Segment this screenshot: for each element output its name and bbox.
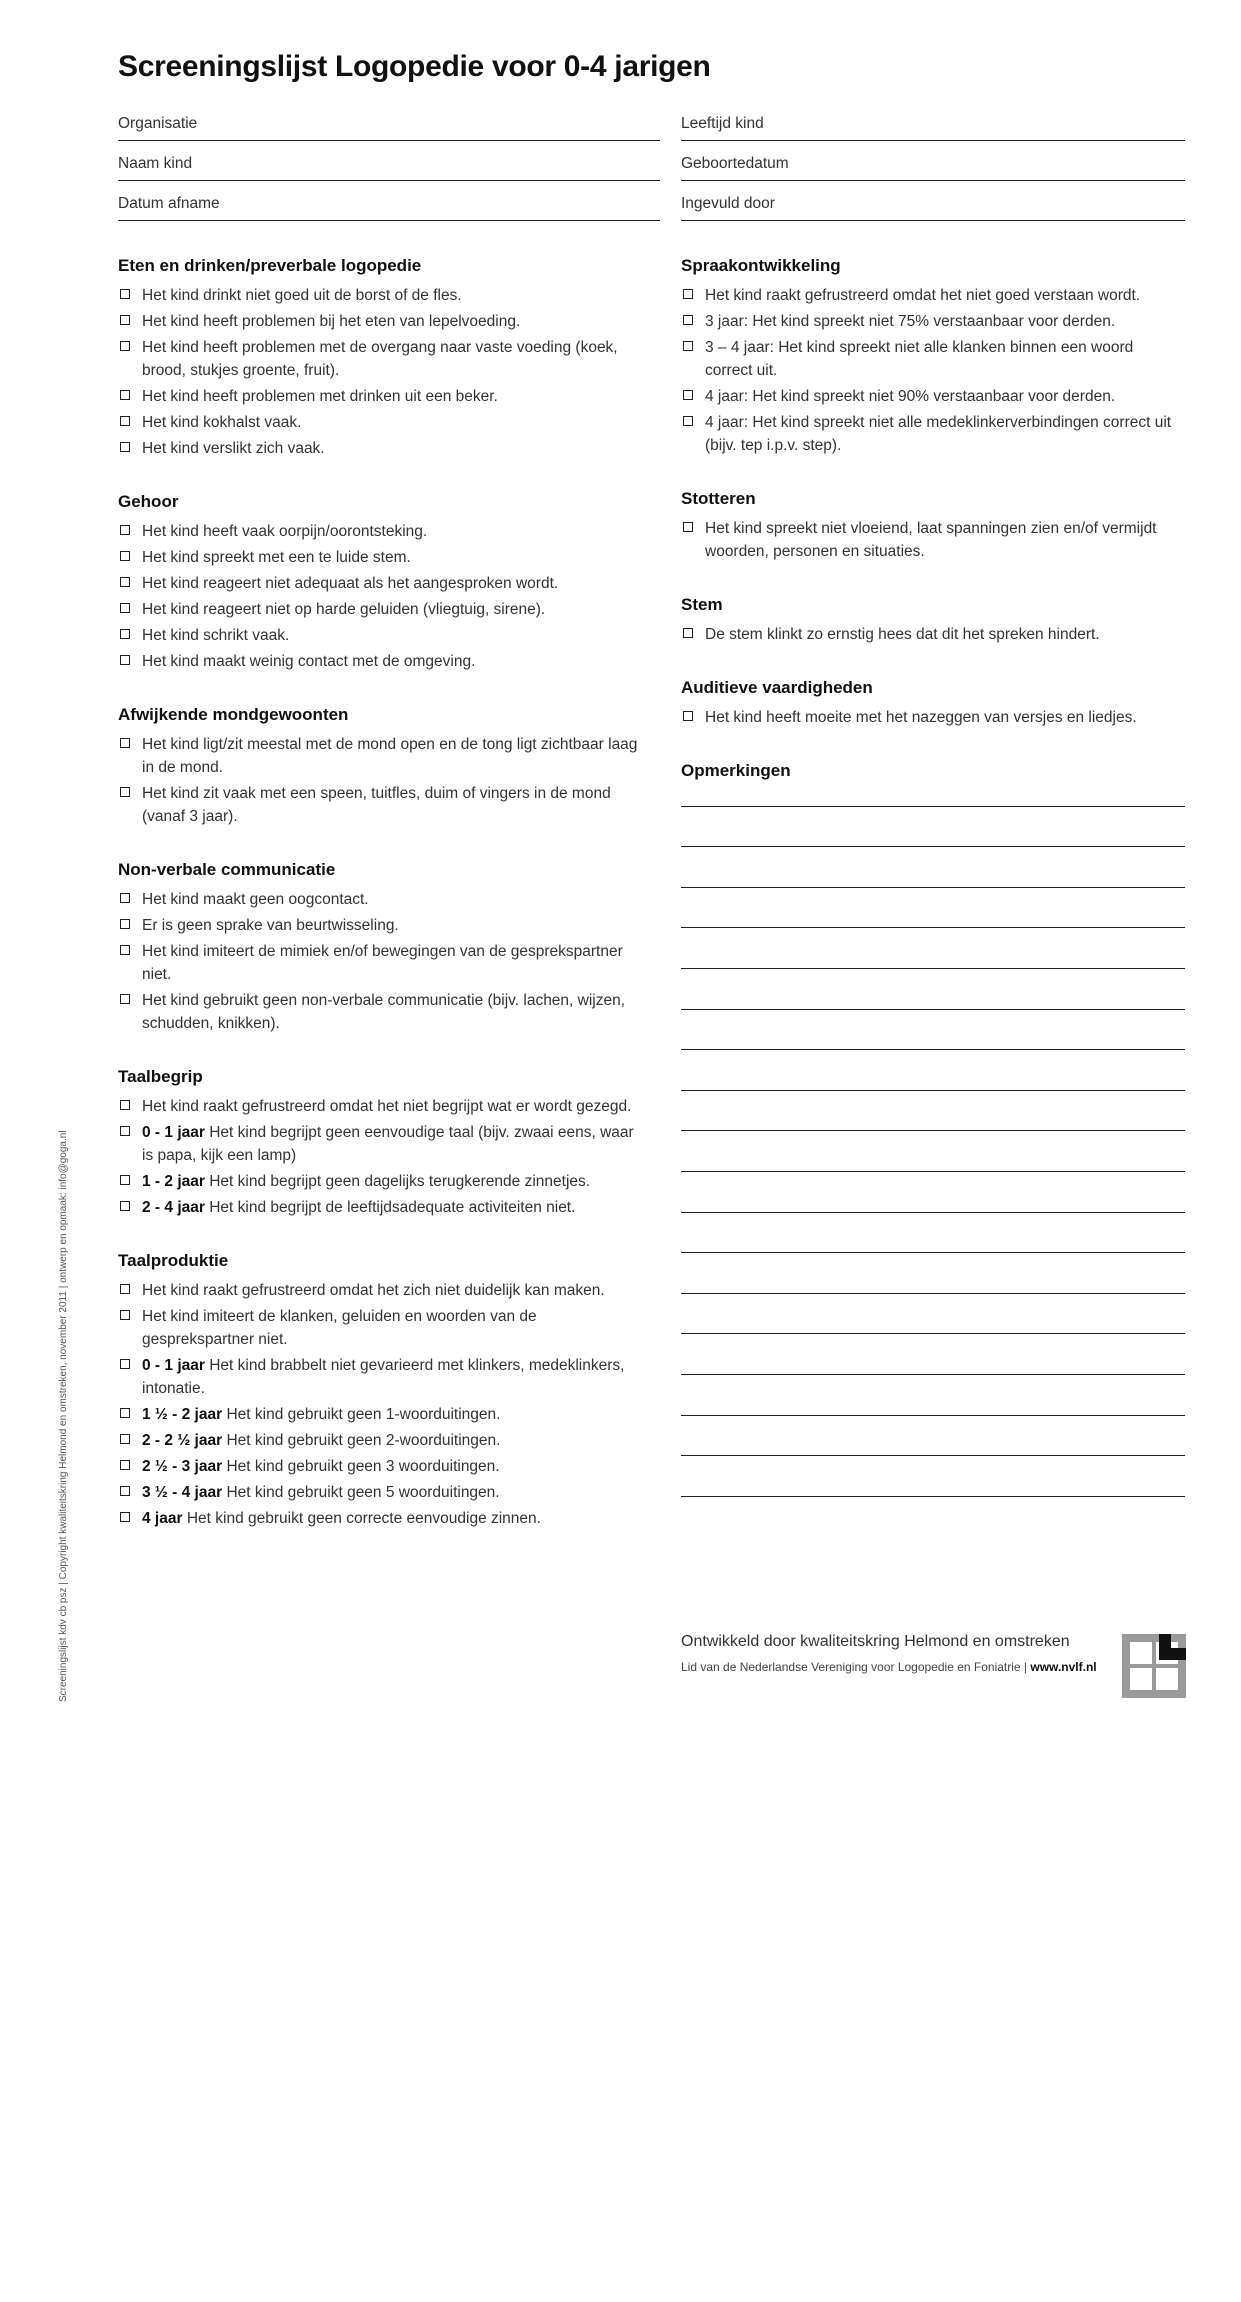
writing-line[interactable]	[681, 1050, 1185, 1091]
section-mondgewoonten	[118, 701, 638, 828]
checklist-item[interactable]: Het kind ligt/zit meestal met de mond open en de tong ligt zichtbaar laag in de mond.	[118, 733, 638, 779]
writing-line[interactable]	[681, 1131, 1185, 1172]
writing-line[interactable]	[681, 1456, 1185, 1497]
organisatie-field[interactable]	[118, 101, 660, 141]
checkbox-icon[interactable]	[120, 629, 130, 639]
checkbox-icon[interactable]	[120, 893, 130, 903]
checkbox-icon[interactable]	[120, 603, 130, 613]
checklist-item[interactable]: Het kind imiteert de mimiek en/of bewegingen van de gesprekspartner niet.	[118, 940, 638, 986]
checkbox-icon[interactable]	[120, 1201, 130, 1211]
checklist-item[interactable]: Het kind heeft problemen met de overgang naar vaste voeding (koek, brood, stukjes groente, fruit).	[118, 336, 638, 382]
checkbox-icon[interactable]	[120, 787, 130, 797]
checklist-item[interactable]: Het kind reageert niet adequaat als het aangesproken wordt.	[118, 572, 638, 595]
writing-line[interactable]	[681, 1253, 1185, 1294]
checklist-item[interactable]: 1 - 2 jaar Het kind begrijpt geen dagelijks terugkerende zinnetjes.	[118, 1170, 638, 1193]
checkbox-icon[interactable]	[683, 522, 693, 532]
checkbox-icon[interactable]	[120, 390, 130, 400]
section-heading: Taalbegrip	[118, 1067, 203, 1086]
geboortedatum-field[interactable]	[681, 141, 1185, 181]
checkbox-icon[interactable]	[683, 315, 693, 325]
page-title: Screeningslijst Logopedie voor 0-4 jarigen	[118, 50, 711, 83]
checkbox-icon[interactable]	[683, 390, 693, 400]
section-stotteren	[681, 485, 1181, 563]
footer-website-link[interactable]: www.nvlf.nl	[1030, 1660, 1097, 1674]
checklist-item[interactable]: Het kind drinkt niet goed uit de borst of de fles.	[118, 284, 638, 307]
checkbox-icon[interactable]	[120, 1512, 130, 1522]
checklist-item[interactable]: Het kind maakt weinig contact met de omgeving.	[118, 650, 638, 673]
checkbox-icon[interactable]	[120, 341, 130, 351]
nvlf-logo-icon	[1122, 1634, 1186, 1698]
checkbox-icon[interactable]	[120, 1310, 130, 1320]
checkbox-icon[interactable]	[683, 628, 693, 638]
section-heading: Stem	[681, 595, 723, 614]
section-heading: Afwijkende mondgewoonten	[118, 705, 349, 724]
leeftijd-label: Leeftijd kind	[681, 115, 764, 132]
section-heading: Stotteren	[681, 489, 756, 508]
geboortedatum-label: Geboortedatum	[681, 155, 789, 172]
writing-line[interactable]	[681, 888, 1185, 929]
checklist-item[interactable]: Het kind raakt gefrustreerd omdat het niet goed verstaan wordt.	[681, 284, 1181, 307]
checkbox-icon[interactable]	[683, 711, 693, 721]
leeftijd-field[interactable]	[681, 101, 1185, 141]
age-label: 0 - 1 jaar	[142, 1124, 205, 1141]
checkbox-icon[interactable]	[683, 416, 693, 426]
checkbox-icon[interactable]	[120, 1100, 130, 1110]
section-taalbegrip	[118, 1063, 638, 1219]
right-column	[681, 252, 1181, 785]
writing-line[interactable]	[681, 1213, 1185, 1254]
checkbox-icon[interactable]	[120, 1175, 130, 1185]
checklist-item[interactable]: Het kind raakt gefrustreerd omdat het niet begrijpt wat er wordt gezegd.	[118, 1095, 638, 1118]
writing-line[interactable]	[681, 969, 1185, 1010]
checkbox-icon[interactable]	[120, 1126, 130, 1136]
checkbox-icon[interactable]	[120, 1486, 130, 1496]
checkbox-icon[interactable]	[120, 416, 130, 426]
age-label: 4 jaar	[142, 1510, 183, 1527]
checklist-item[interactable]: 1 ½ - 2 jaar Het kind gebruikt geen 1-woorduitingen.	[118, 1403, 638, 1426]
checkbox-icon[interactable]	[120, 919, 130, 929]
age-label: 1 ½ - 2 jaar	[142, 1406, 223, 1423]
section-eten	[118, 252, 638, 460]
checkbox-icon[interactable]	[120, 577, 130, 587]
writing-line[interactable]	[681, 766, 1185, 807]
checkbox-icon[interactable]	[120, 1408, 130, 1418]
checklist-item[interactable]: Het kind zit vaak met een speen, tuitfles, duim of vingers in de mond (vanaf 3 jaar).	[118, 782, 638, 828]
checkbox-icon[interactable]	[683, 341, 693, 351]
section-heading: Non-verbale communicatie	[118, 860, 336, 879]
checklist-item[interactable]: 4 jaar Het kind gebruikt geen correcte eenvoudige zinnen.	[118, 1507, 638, 1530]
checklist-item[interactable]: Het kind imiteert de klanken, geluiden en woorden van de gesprekspartner niet.	[118, 1305, 638, 1351]
footer-membership: Lid van de Nederlandse Vereniging voor Logopedie en Foniatrie | www.nvlf.nl	[681, 1660, 1097, 1674]
writing-line[interactable]	[681, 1010, 1185, 1051]
checkbox-icon[interactable]	[683, 289, 693, 299]
checklist-item[interactable]: Het kind gebruikt geen non-verbale communicatie (bijv. lachen, wijzen, schudden, knikken).	[118, 989, 638, 1035]
side-copyright-text: Screeningslijst kdv cb psz | Copyright kwaliteitskring Helmond en omstreken, november 2011 | ontwerp en opmaak: info@goga.nl	[58, 1130, 69, 1702]
age-label: 0 - 1 jaar	[142, 1357, 205, 1374]
checklist-item[interactable]: 3 – 4 jaar: Het kind spreekt niet alle klanken binnen een woord correct uit.	[681, 336, 1181, 382]
ingevuld-label: Ingevuld door	[681, 195, 775, 212]
writing-line[interactable]	[681, 1416, 1185, 1457]
checklist-item[interactable]: 4 jaar: Het kind spreekt niet alle medeklinkerverbindingen correct uit (bijv. tep i.p.v. step).	[681, 411, 1181, 457]
section-heading: Eten en drinken/preverbale logopedie	[118, 256, 422, 275]
checkbox-icon[interactable]	[120, 525, 130, 535]
ingevuld-field[interactable]	[681, 181, 1185, 221]
checklist-item[interactable]: Het kind spreekt niet vloeiend, laat spanningen zien en/of vermijdt woorden, personen en situaties.	[681, 517, 1181, 563]
datum-label: Datum afname	[118, 195, 220, 212]
writing-line[interactable]	[681, 1375, 1185, 1416]
writing-line[interactable]	[681, 1334, 1185, 1375]
section-heading: Auditieve vaardigheden	[681, 678, 873, 697]
checklist-item[interactable]: 3 ½ - 4 jaar Het kind gebruikt geen 5 woorduitingen.	[118, 1481, 638, 1504]
checkbox-icon[interactable]	[120, 315, 130, 325]
section-nonverbaal	[118, 856, 638, 1035]
section-heading: Spraakontwikkeling	[681, 256, 841, 275]
checklist-item[interactable]: Het kind heeft vaak oorpijn/oorontsteking.	[118, 520, 638, 543]
checkbox-icon[interactable]	[120, 442, 130, 452]
side-copyright	[58, 1130, 70, 2302]
checklist-item[interactable]: Het kind raakt gefrustreerd omdat het zich niet duidelijk kan maken.	[118, 1279, 638, 1302]
age-label: 2 - 2 ½ jaar	[142, 1432, 223, 1449]
checklist-item[interactable]: 3 jaar: Het kind spreekt niet 75% verstaanbaar voor derden.	[681, 310, 1181, 333]
checklist-item[interactable]: Er is geen sprake van beurtwisseling.	[118, 914, 638, 937]
organisatie-label: Organisatie	[118, 115, 198, 132]
checklist-item[interactable]: Het kind maakt geen oogcontact.	[118, 888, 638, 911]
writing-line[interactable]	[681, 1091, 1185, 1132]
checklist-item[interactable]: Het kind spreekt met een te luide stem.	[118, 546, 638, 569]
checkbox-icon[interactable]	[120, 655, 130, 665]
checkbox-icon[interactable]	[120, 738, 130, 748]
age-label: 3 ½ - 4 jaar	[142, 1484, 223, 1501]
section-heading: Taalproduktie	[118, 1251, 229, 1270]
checkbox-icon[interactable]	[120, 1359, 130, 1369]
section-heading: Gehoor	[118, 492, 179, 511]
checklist-item[interactable]: Het kind heeft problemen met drinken uit een beker.	[118, 385, 638, 408]
checkbox-icon[interactable]	[120, 994, 130, 1004]
checklist-item[interactable]: 2 - 4 jaar Het kind begrijpt de leeftijdsadequate activiteiten niet.	[118, 1196, 638, 1219]
checkbox-icon[interactable]	[120, 1434, 130, 1444]
checklist-item[interactable]: 0 - 1 jaar Het kind begrijpt geen eenvoudige taal (bijv. zwaai eens, waar is papa, kijk een lamp)	[118, 1121, 638, 1167]
checkbox-icon[interactable]	[120, 551, 130, 561]
age-label: 2 ½ - 3 jaar	[142, 1458, 223, 1475]
section-gehoor	[118, 488, 638, 673]
section-stem	[681, 591, 1181, 646]
checklist-item[interactable]: 4 jaar: Het kind spreekt niet 90% verstaanbaar voor derden.	[681, 385, 1181, 408]
checkbox-icon[interactable]	[120, 945, 130, 955]
section-spraak	[681, 252, 1181, 457]
naam-field[interactable]	[118, 141, 660, 181]
checklist-item[interactable]: Het kind heeft problemen bij het eten van lepelvoeding.	[118, 310, 638, 333]
writing-line[interactable]	[681, 1294, 1185, 1335]
checklist-item[interactable]: De stem klinkt zo ernstig hees dat dit het spreken hindert.	[681, 623, 1181, 646]
section-taalproduktie	[118, 1247, 638, 1530]
opmerkingen-heading: Opmerkingen	[681, 761, 791, 780]
checklist-item[interactable]: Het kind verslikt zich vaak.	[118, 437, 638, 460]
checklist-item[interactable]: Het kind kokhalst vaak.	[118, 411, 638, 434]
checklist-item[interactable]: Het kind heeft moeite met het nazeggen van versjes en liedjes.	[681, 706, 1181, 729]
writing-line[interactable]	[681, 807, 1185, 848]
checklist-item[interactable]: 2 - 2 ½ jaar Het kind gebruikt geen 2-woorduitingen.	[118, 1429, 638, 1452]
checklist-item[interactable]: 2 ½ - 3 jaar Het kind gebruikt geen 3 woorduitingen.	[118, 1455, 638, 1478]
footer-credit: Ontwikkeld door kwaliteitskring Helmond en omstreken	[681, 1633, 1070, 1650]
checklist-item[interactable]: Het kind schrikt vaak.	[118, 624, 638, 647]
checkbox-icon[interactable]	[120, 1284, 130, 1294]
checklist-item[interactable]: 0 - 1 jaar Het kind brabbelt niet gevarieerd met klinkers, medeklinkers, intonatie.	[118, 1354, 638, 1400]
checklist-item[interactable]: Het kind reageert niet op harde geluiden (vliegtuig, sirene).	[118, 598, 638, 621]
checkbox-icon[interactable]	[120, 1460, 130, 1470]
writing-line[interactable]	[681, 1172, 1185, 1213]
checkbox-icon[interactable]	[120, 289, 130, 299]
writing-line[interactable]	[681, 928, 1185, 969]
writing-line[interactable]	[681, 847, 1185, 888]
age-label: 1 - 2 jaar	[142, 1173, 205, 1190]
opmerkingen-lines[interactable]	[681, 766, 1185, 1497]
left-column	[118, 252, 638, 1558]
naam-label: Naam kind	[118, 155, 193, 172]
age-label: 2 - 4 jaar	[142, 1199, 205, 1216]
datum-field[interactable]	[118, 181, 660, 221]
section-auditief	[681, 674, 1181, 729]
